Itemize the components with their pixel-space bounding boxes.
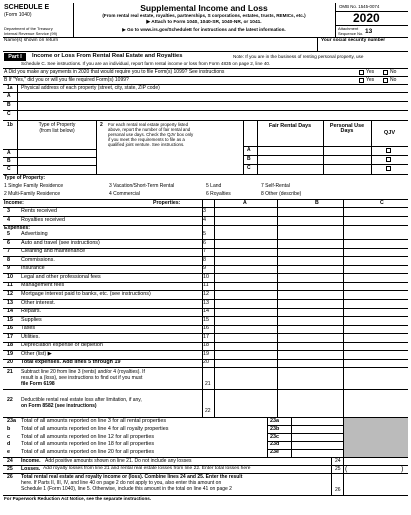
line-reference: 23b xyxy=(270,425,280,432)
line-1a-label: Physical address of each property (street, city, state, ZIP code) xyxy=(21,85,160,91)
personal-use-days-header: Personal Use Days xyxy=(329,123,365,135)
line-number: 4 xyxy=(7,216,10,223)
line-reference: 12 xyxy=(203,290,209,297)
line-description: Total of all amounts reported on line 18 for all properties xyxy=(21,441,155,448)
line-description: Repairs. xyxy=(21,308,42,315)
line-reference: 5 xyxy=(203,231,206,238)
line-21-text-2: result is a (loss), see instructions to find out if you must xyxy=(21,375,143,381)
expense-line-row xyxy=(3,317,408,324)
type-row-a-letter: A xyxy=(7,150,11,156)
line-2-text-2: above, report the number of fair rental and xyxy=(108,127,191,132)
line-22-ref: 22 xyxy=(205,408,211,414)
dept-label: Department of the Treasury xyxy=(4,26,53,31)
line-number: 23a xyxy=(7,418,16,424)
line-24-number: 24 xyxy=(7,458,13,464)
goto-instruction: ▶ Go to www.irs.gov/ScheduleE for instructions and the latest information. xyxy=(122,27,286,32)
line-description: Rents received xyxy=(21,208,57,214)
name-label: Name(s) shown on return xyxy=(4,38,59,43)
expenses-heading: Expenses: xyxy=(4,224,30,231)
days-row-b-letter: B xyxy=(247,156,251,162)
expense-line-row xyxy=(3,274,408,281)
line-number: 14 xyxy=(7,308,13,315)
form-label: (Form 1040) xyxy=(4,12,32,18)
expense-line-row xyxy=(3,325,408,332)
question-b: B If "Yes," did you or will you file required Form(s) 1099? xyxy=(4,77,129,83)
expense-line-row xyxy=(3,265,408,272)
ssn-label: Your social security number xyxy=(321,38,386,43)
line-description: Total of all amounts reported on line 12 for all properties xyxy=(21,433,155,440)
line-reference: 19 xyxy=(203,350,209,357)
line-21-text-1: Subtract line 20 from line 3 (rents) and/or 4 (royalties). If xyxy=(21,369,145,375)
line-description: Advertising xyxy=(21,231,48,238)
line-description: Other (list) ▶ xyxy=(21,350,52,357)
line-description: Mortgage interest paid to banks, etc. (see instructions) xyxy=(21,290,151,297)
line-description: Other interest. xyxy=(21,299,56,306)
line-25-number: 25 xyxy=(7,466,13,472)
line-description: Insurance xyxy=(21,265,45,272)
line-25-desc: Add royalty losses from line 21 and rental real estate losses from line 22. Enter total losses here xyxy=(43,466,251,471)
type-2: 2 Multi-Family Residence xyxy=(4,191,61,197)
question-a-no-checkbox[interactable] xyxy=(383,70,388,75)
form-title: Supplemental Income and Loss xyxy=(140,3,268,13)
column-b-heading: B xyxy=(315,200,319,206)
expense-line-row xyxy=(3,208,408,215)
line-25-close-paren: ) xyxy=(401,466,404,473)
income-heading: Income: xyxy=(4,200,24,206)
line-reference: 10 xyxy=(203,273,209,280)
line-number: 20 xyxy=(7,359,13,366)
question-b-yes-checkbox[interactable] xyxy=(359,78,364,83)
line-reference: 8 xyxy=(203,256,206,263)
line-24-ref: 24 xyxy=(335,458,341,464)
address-row-c-letter: C xyxy=(7,111,11,117)
line-description: Depreciation expense or depletion xyxy=(21,342,103,349)
line-number: b xyxy=(7,425,11,432)
line-number: 6 xyxy=(7,239,10,246)
line-description: Legal and other professional fees xyxy=(21,273,101,280)
expense-line-row xyxy=(3,282,408,289)
line-25-open-paren: ( xyxy=(345,466,348,473)
line-1b-number: 1b xyxy=(7,122,13,128)
line-reference: 11 xyxy=(203,282,209,289)
address-field-a[interactable] xyxy=(19,92,407,101)
tax-year: 2020 xyxy=(353,11,380,25)
days-row-c-letter: C xyxy=(247,165,251,171)
question-b-no-label: No xyxy=(390,77,397,83)
line-26-text-2: here. If Parts II, III, IV, and line 40 on page 2 do not apply to you, also enter this amount on xyxy=(21,480,222,486)
line-number: 16 xyxy=(7,325,13,332)
attach-instruction: ▶ Attach to Form 1040, 1040-SR, 1040-NR, or 1041. xyxy=(146,20,262,25)
expense-line-row xyxy=(3,248,408,255)
line-number: 7 xyxy=(7,248,10,255)
attachment-label: Attachment xyxy=(338,26,359,31)
line-number: 17 xyxy=(7,333,13,340)
irs-label: Internal Revenue Service (99) xyxy=(4,31,58,36)
part-one-title: Income or Loss From Rental Real Estate and Royalties xyxy=(32,53,183,59)
line-reference: 23e xyxy=(270,449,279,456)
line-21-number: 21 xyxy=(7,369,13,375)
part-one-note-cont: Schedule C. See instructions. If you are an individual, report farm rental income or loss from Form 4835 on page 2, line 40. xyxy=(21,61,271,66)
line-reference: 3 xyxy=(203,208,206,214)
expense-line-row xyxy=(3,308,408,315)
question-b-yes-label: Yes xyxy=(366,77,375,83)
line-number: 5 xyxy=(7,231,10,238)
line-description: Cleaning and maintenance xyxy=(21,248,86,255)
column-c-heading: C xyxy=(380,200,384,206)
line-reference: 6 xyxy=(203,239,206,246)
line-reference: 13 xyxy=(203,299,209,306)
part-one-tag: Part I xyxy=(4,53,26,61)
type-4: 4 Commercial xyxy=(109,191,140,197)
line-reference: 16 xyxy=(203,325,209,332)
properties-heading: Properties: xyxy=(153,200,181,206)
address-row-b-letter: B xyxy=(7,102,11,108)
line-description: Total of all amounts reported on line 4 for all royalty properties xyxy=(21,425,169,432)
line-2-text-5: qualified joint venture. See instructions. xyxy=(108,142,185,147)
line-22-number: 22 xyxy=(7,397,13,403)
type-5: 5 Land xyxy=(206,183,222,189)
form-subtitle: (From rental real estate, royalties, partnerships, S corporations, estates, trusts, REMICs, etc.) xyxy=(102,13,306,18)
line-25-bold: Losses. xyxy=(21,466,41,472)
line-description: Utilities. xyxy=(21,333,40,340)
line-number: 12 xyxy=(7,290,13,297)
schedule-label: SCHEDULE E xyxy=(4,4,50,11)
line-reference: 9 xyxy=(203,265,206,272)
question-b-no-checkbox[interactable] xyxy=(383,78,388,83)
expense-line-row xyxy=(3,240,408,247)
column-a-heading: A xyxy=(243,200,247,206)
line-description: Total of all amounts reported on line 20 for all properties xyxy=(21,449,155,456)
line-number: 9 xyxy=(7,265,10,272)
type-row-b-letter: B xyxy=(7,158,11,164)
line-reference: 23a xyxy=(270,418,279,424)
sequence-number: 13 xyxy=(365,28,373,35)
line-reference: 23d xyxy=(270,441,280,448)
line-2-text-1: For each rental real estate property listed xyxy=(108,122,189,127)
question-a-yes-label: Yes xyxy=(366,69,375,75)
line-21-ref: 21 xyxy=(205,381,211,387)
line-26-text-3: Schedule 1 (Form 1040), line 5. Otherwise, include this amount in the total on line 41 on page 2 xyxy=(21,486,232,492)
line-number: 18 xyxy=(7,342,13,349)
type-1: 1 Single Family Residence xyxy=(4,183,64,189)
line-1b-sublabel: (from list below) xyxy=(39,128,75,134)
fair-rental-days-header: Fair Rental Days xyxy=(268,123,312,129)
line-2-number: 2 xyxy=(100,122,103,128)
line-26-number: 26 xyxy=(7,474,13,480)
line-number: c xyxy=(7,433,10,440)
line-description: Total expenses. Add lines 5 through 19 xyxy=(21,359,121,366)
line-number: 11 xyxy=(7,282,13,289)
line-description: Management fees xyxy=(21,282,65,289)
type-6: 6 Royalties xyxy=(206,191,231,197)
line-26-text-1: Total rental real estate and royalty income or (loss). Combine lines 24 and 25. Enter the result xyxy=(21,474,243,480)
line-number: 19 xyxy=(7,350,13,357)
expense-line-row xyxy=(3,342,408,349)
line-description: Commissions. xyxy=(21,256,55,263)
type-row-c-letter: C xyxy=(7,166,11,172)
expense-line-row xyxy=(3,257,408,264)
line-reference: 18 xyxy=(203,342,209,349)
line-25-ref: 25 xyxy=(335,466,341,472)
line-reference: 17 xyxy=(203,333,209,340)
type-3: 3 Vacation/Short-Term Rental xyxy=(109,183,175,189)
expense-line-row xyxy=(3,217,408,224)
line-description: Taxes xyxy=(21,325,36,332)
expense-line-row xyxy=(3,334,408,341)
line-2-text-3: personal use days. Check the QJV box only xyxy=(108,132,194,137)
qjv-checkbox-b[interactable] xyxy=(386,157,391,162)
line-description: Auto and travel (see instructions) xyxy=(21,239,100,246)
question-a: A Did you make any payments in 2020 that would require you to file Form(s) 1099? See instructions xyxy=(4,69,225,75)
line-number: 15 xyxy=(7,316,13,323)
line-number: e xyxy=(7,449,10,456)
sequence-label: Sequence No. xyxy=(338,30,364,36)
line-reference: 23c xyxy=(270,433,279,440)
line-description: Royalties received xyxy=(21,216,66,223)
line-1b-label: Type of Property xyxy=(38,122,76,128)
line-number: 3 xyxy=(7,208,10,214)
address-field-b[interactable] xyxy=(19,101,407,110)
type-8: 8 Other (describe) xyxy=(261,191,302,197)
line-21-text-3: file Form 6198 xyxy=(21,381,55,387)
expense-line-row xyxy=(3,359,408,366)
line-reference: 4 xyxy=(203,216,206,223)
line-23-amount-field[interactable] xyxy=(292,449,342,457)
line-reference: 14 xyxy=(203,308,209,315)
expense-line-row xyxy=(3,351,408,358)
question-a-no-label: No xyxy=(390,69,397,75)
expense-line-row xyxy=(3,231,408,238)
line-number: 10 xyxy=(7,273,13,280)
line-number: 13 xyxy=(7,299,13,306)
line-description: Total of all amounts reported on line 3 for all rental properties xyxy=(21,418,167,424)
line-reference: 7 xyxy=(203,248,206,255)
line-number: 8 xyxy=(7,256,10,263)
address-field-c[interactable] xyxy=(19,110,407,120)
line-reference: 20 xyxy=(203,359,209,366)
line-description: Supplies xyxy=(21,316,42,323)
line-26-ref: 26 xyxy=(335,487,341,493)
line-2-text-4: if you meet the requirements to file as a xyxy=(108,137,185,142)
line-24-desc: Add positive amounts shown on line 21. Do not include any losses xyxy=(45,458,192,464)
type-7: 7 Self-Rental xyxy=(261,183,290,189)
address-row-a-letter: A xyxy=(7,93,11,99)
shaded-area-23 xyxy=(344,418,408,457)
line-24-bold: Income. xyxy=(21,458,41,464)
footer-notice: For Paperwork Reduction Act Notice, see the separate instructions. xyxy=(4,496,152,501)
qjv-header: QJV xyxy=(383,130,396,136)
omb-number: OMB No. 1545-0074 xyxy=(339,4,380,9)
part-one-note: Note: If you are in the business of renting personal property, use xyxy=(233,53,364,59)
expense-line-row xyxy=(3,300,408,307)
type-of-property-title: Type of Property: xyxy=(4,175,46,181)
expense-line-row xyxy=(3,291,408,298)
question-a-yes-checkbox[interactable] xyxy=(359,70,364,75)
line-reference: 15 xyxy=(203,316,209,323)
qjv-checkbox-c[interactable] xyxy=(386,166,391,171)
line-1a-number: 1a xyxy=(7,85,13,91)
qjv-checkbox-a[interactable] xyxy=(386,148,391,153)
days-row-a-letter: A xyxy=(247,147,251,153)
row-divider xyxy=(3,225,408,226)
line-number: d xyxy=(7,441,11,448)
line-22-text-1: Deductible rental real estate loss after limitation, if any, xyxy=(21,397,142,403)
line-22-text-2: on Form 8582 (see instructions) xyxy=(21,403,97,409)
schedule-e-form xyxy=(3,3,408,509)
